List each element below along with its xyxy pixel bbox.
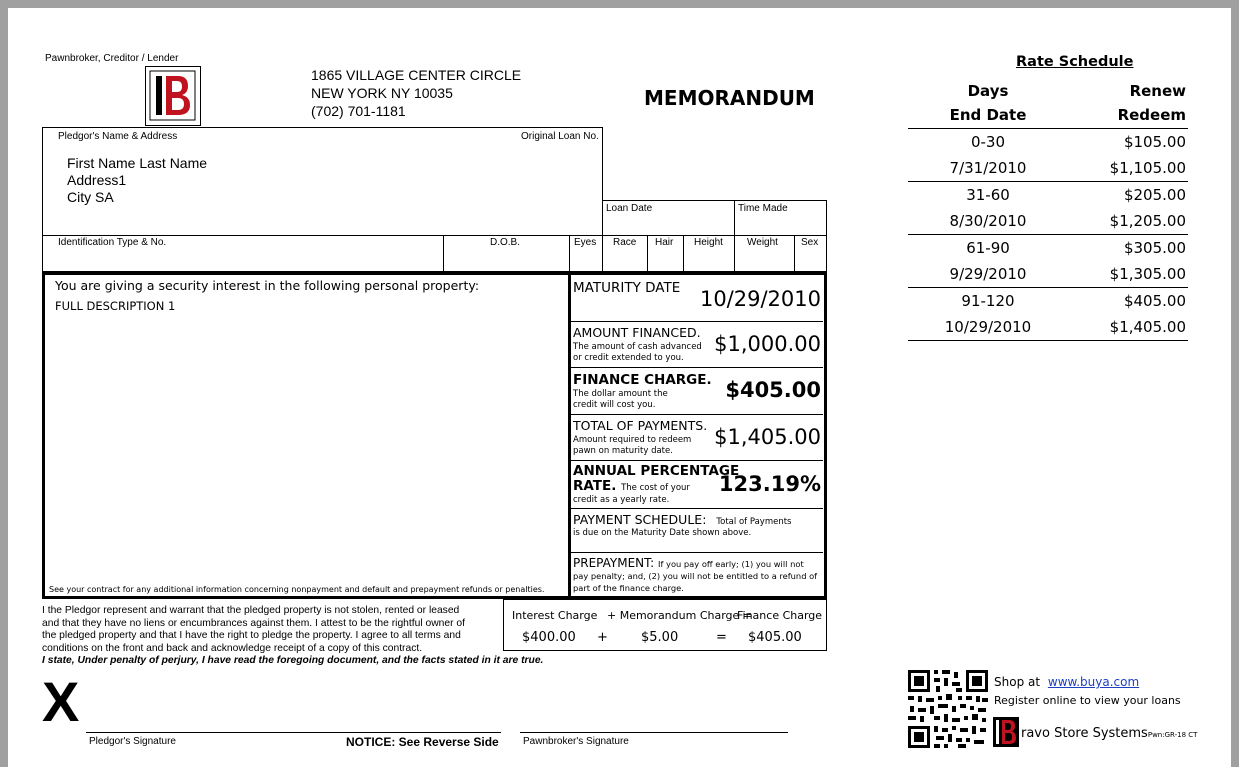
pawnbroker-signature-label: Pawnbroker's Signature bbox=[523, 736, 629, 747]
divider bbox=[683, 235, 684, 272]
maturity-label: MATURITY DATE bbox=[573, 280, 681, 296]
brand-text: ravo Store Systems bbox=[1021, 726, 1148, 741]
financed-value: $1,000.00 bbox=[714, 332, 821, 356]
divider bbox=[647, 235, 648, 272]
property-footnote: See your contract for any additional information concerning nonpayment and default and prepayment refunds or penalties. bbox=[49, 585, 545, 594]
rate-row-days bbox=[908, 235, 1188, 261]
financed-label: AMOUNT FINANCED. bbox=[573, 325, 701, 340]
rate-row-date bbox=[908, 155, 1188, 182]
schedule-title: PAYMENT SCHEDULE: bbox=[573, 512, 707, 527]
days-cell: 91-120 bbox=[961, 292, 1015, 310]
apr-desc2: credit as a yearly rate. bbox=[573, 495, 670, 505]
redeem-cell: $1,105.00 bbox=[1109, 159, 1186, 177]
redeem-cell: $1,305.00 bbox=[1109, 265, 1186, 283]
apr-desc-line: The cost of your bbox=[621, 483, 690, 493]
charge-desc-line: credit will cost you. bbox=[573, 400, 656, 410]
rate-schedule-title: Rate Schedule bbox=[1016, 54, 1134, 70]
rate-row-date bbox=[908, 261, 1188, 288]
days-cell: 31-60 bbox=[966, 186, 1010, 204]
redeem-header: Redeem bbox=[1117, 106, 1186, 124]
phone-number: (702) 701-1181 bbox=[311, 103, 406, 119]
prepay-desc: If you pay off early; (1) you will not bbox=[658, 559, 804, 569]
memo-charge-value: $5.00 bbox=[641, 630, 679, 645]
lender-address bbox=[311, 66, 521, 120]
weight-label: Weight bbox=[747, 237, 778, 248]
apr-value: 123.19% bbox=[718, 472, 821, 496]
financed-desc-line: or credit extended to you. bbox=[573, 353, 684, 363]
interest-charge-label: Interest Charge bbox=[512, 609, 598, 622]
total-payments-box bbox=[569, 415, 823, 461]
total-value: $1,405.00 bbox=[714, 425, 821, 449]
financed-desc bbox=[573, 342, 702, 364]
total-label: TOTAL OF PAYMENTS. bbox=[573, 418, 708, 433]
renew-cell: $305.00 bbox=[1123, 239, 1186, 257]
signature-x-mark: X bbox=[42, 670, 80, 733]
charge-label: FINANCE CHARGE. bbox=[573, 372, 712, 388]
maturity-date-box bbox=[569, 274, 823, 322]
lender-label: Pawnbroker, Creditor / Lender bbox=[45, 53, 179, 64]
amount-financed-box bbox=[569, 322, 823, 368]
memo-charge-label: + Memorandum Charge = bbox=[607, 609, 753, 622]
rate-row-days bbox=[908, 288, 1188, 314]
renew-header: Renew bbox=[1129, 82, 1186, 100]
attest-line: conditions on the front and back and acknowledge receipt of a copy of this contract. bbox=[42, 642, 423, 654]
finance-charge-value: $405.00 bbox=[748, 630, 802, 645]
charge-value: $405.00 bbox=[725, 378, 821, 402]
apr-box bbox=[569, 461, 823, 509]
prepay-desc2: pay penalty; and, (2) you will not be entitled to a refund of bbox=[573, 571, 818, 581]
payment-schedule-box bbox=[569, 509, 823, 553]
pledgor-signature-line[interactable] bbox=[86, 732, 501, 733]
notice-text: NOTICE: See Reverse Side bbox=[346, 735, 499, 749]
equals-sign: = bbox=[716, 630, 727, 645]
race-label: Race bbox=[613, 237, 637, 248]
date-cell: 8/30/2010 bbox=[949, 212, 1027, 230]
pledgor-signature-label: Pledgor's Signature bbox=[89, 736, 176, 747]
renew-cell: $105.00 bbox=[1123, 133, 1186, 151]
end-date-header: End Date bbox=[949, 106, 1027, 124]
prepay-label bbox=[573, 556, 804, 570]
pledgor-name-label: Pledgor's Name & Address bbox=[58, 131, 178, 142]
loan-no-label: Original Loan No. bbox=[521, 131, 599, 142]
shop-line bbox=[994, 675, 1139, 689]
shop-text: Shop at bbox=[994, 675, 1041, 689]
financed-desc-line: The amount of cash advanced bbox=[573, 342, 702, 352]
id-label: Identification Type & No. bbox=[58, 237, 167, 248]
qr-code-icon bbox=[908, 670, 988, 748]
finance-charge-label: Finance Charge bbox=[737, 609, 823, 622]
address-line1: 1865 VILLAGE CENTER CIRCLE bbox=[311, 67, 522, 83]
attest-line: the pledged property and that I have the right to pledge the property. I agree to all terms and bbox=[42, 630, 461, 641]
date-cell: 9/29/2010 bbox=[949, 265, 1027, 283]
brand-name bbox=[1021, 726, 1197, 741]
plus-sign: + bbox=[597, 630, 608, 645]
rate-schedule-table bbox=[908, 78, 1188, 358]
loan-date-label: Loan Date bbox=[606, 203, 653, 214]
property-description: FULL DESCRIPTION 1 bbox=[55, 299, 176, 313]
company-logo bbox=[145, 66, 201, 126]
attest-line: I the Pledgor represent and warrant that the pledged property is not stolen, rented or leased bbox=[42, 605, 460, 616]
days-cell: 0-30 bbox=[970, 133, 1006, 151]
divider bbox=[569, 235, 570, 272]
apr-label bbox=[573, 464, 739, 496]
pledgor-city: City SA bbox=[67, 189, 114, 205]
sex-label: Sex bbox=[801, 237, 819, 248]
charge-desc-line: The dollar amount the bbox=[573, 389, 668, 399]
schedule-desc2: is due on the Maturity Date shown above. bbox=[573, 528, 752, 538]
address-line2: NEW YORK NY 10035 bbox=[311, 85, 453, 101]
date-cell: 7/31/2010 bbox=[949, 159, 1027, 177]
pledgor-address: Address1 bbox=[67, 172, 127, 188]
total-desc bbox=[573, 435, 691, 457]
prepayment-box bbox=[569, 553, 823, 597]
rate-row-date bbox=[908, 314, 1188, 341]
charge-desc bbox=[573, 389, 668, 411]
renew-cell: $405.00 bbox=[1123, 292, 1186, 310]
redeem-cell: $1,405.00 bbox=[1109, 318, 1186, 336]
pawn-memorandum-page bbox=[8, 8, 1231, 767]
rate-row-days bbox=[908, 182, 1188, 208]
total-desc-line: Amount required to redeem bbox=[573, 435, 692, 445]
prepay-desc3: part of the finance charge. bbox=[573, 583, 684, 593]
days-cell: 61-90 bbox=[966, 239, 1010, 257]
pledgor-name: First Name Last Name bbox=[67, 155, 208, 171]
rate-header-row bbox=[908, 102, 1188, 129]
schedule-desc: Total of Payments bbox=[716, 517, 792, 527]
schedule-label bbox=[573, 512, 791, 527]
renew-cell: $205.00 bbox=[1123, 186, 1186, 204]
divider bbox=[734, 200, 735, 236]
height-label: Height bbox=[694, 237, 723, 248]
date-cell: 10/29/2010 bbox=[944, 318, 1032, 336]
interest-charge-value: $400.00 bbox=[522, 630, 576, 645]
perjury-statement: I state, Under penalty of perjury, I have read the foregoing document, and the facts stated in it are true. bbox=[42, 655, 544, 666]
eyes-label: Eyes bbox=[574, 237, 597, 248]
document-title: MEMORANDUM bbox=[644, 86, 815, 110]
divider bbox=[734, 235, 735, 272]
hair-label: Hair bbox=[655, 237, 674, 248]
apr-label-line: RATE. bbox=[573, 478, 617, 494]
rate-row-days bbox=[908, 129, 1188, 155]
pawnbroker-signature-line[interactable] bbox=[520, 732, 788, 733]
pledgor-info bbox=[67, 155, 207, 206]
dob-label: D.O.B. bbox=[490, 237, 521, 248]
divider bbox=[794, 235, 795, 272]
form-code: Pwn:GR-18 CT bbox=[1147, 731, 1198, 739]
attest-line: and that they have no liens or encumbrances against them. I attest to be the rightful owner of bbox=[42, 617, 465, 629]
property-intro: You are giving a security interest in the following personal property: bbox=[55, 278, 480, 293]
total-desc-line: pawn on maturity date. bbox=[573, 446, 673, 456]
time-made-label: Time Made bbox=[738, 203, 788, 214]
rate-header-row bbox=[908, 78, 1188, 104]
brand-logo-icon bbox=[993, 717, 1019, 747]
divider bbox=[443, 235, 444, 272]
rate-row-date bbox=[908, 208, 1188, 235]
shop-link[interactable]: www.buya.com bbox=[1047, 675, 1140, 689]
redeem-cell: $1,205.00 bbox=[1109, 212, 1186, 230]
logo-b-icon bbox=[146, 67, 199, 124]
property-box bbox=[42, 272, 571, 599]
attestation-text bbox=[42, 605, 543, 668]
apr-label-line: ANNUAL PERCENTAGE bbox=[573, 463, 740, 479]
divider bbox=[602, 235, 603, 272]
days-header: Days bbox=[967, 82, 1009, 100]
maturity-value: 10/29/2010 bbox=[699, 287, 821, 311]
finance-charge-box bbox=[569, 368, 823, 415]
register-text: Register online to view your loans bbox=[994, 694, 1181, 707]
prepay-title: PREPAYMENT: bbox=[573, 556, 655, 570]
